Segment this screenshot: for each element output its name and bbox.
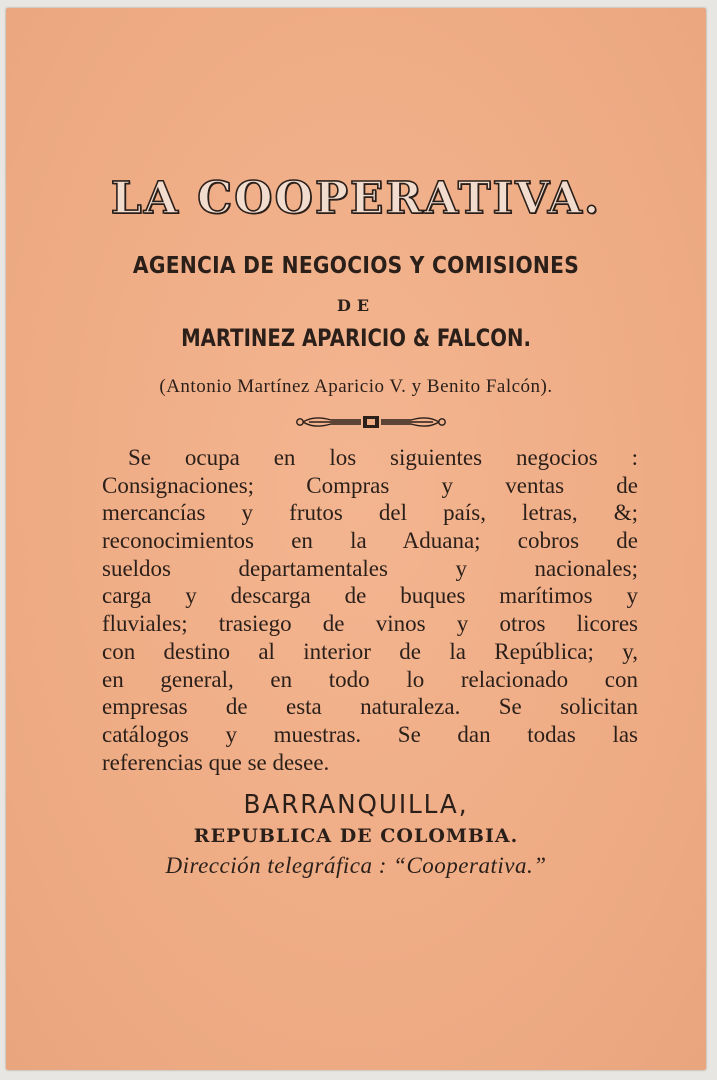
paragraph-line: referencias que se desee. — [102, 749, 330, 775]
paragraph-line: Se ocupa en los siguientes negocios : — [128, 445, 638, 470]
paragraph-line: empresas de esta naturaleza. Se solicitan — [102, 694, 638, 720]
card-title: LA COOPERATIVA. — [110, 173, 602, 224]
services-paragraph — [102, 444, 638, 776]
paragraph-line: fluviales; trasiego de vinos y otros licores — [102, 611, 638, 637]
city-name: BARRANQUILLA, — [243, 790, 469, 820]
partners-names: (Antonio Martínez Aparicio V. y Benito Falcón). — [159, 376, 553, 397]
de-connector: DE — [336, 296, 376, 315]
agency-subtitle: AGENCIA DE NEGOCIOS Y COMISIONES — [132, 253, 580, 279]
paragraph-line: catálogos y muestras. Se dan todas las — [102, 721, 638, 747]
paragraph-line: sueldos departamentales y nacionales; — [102, 555, 638, 581]
paragraph-line: mercancías y frutos del país, letras, &; — [102, 500, 638, 526]
country-name: REPUBLICA DE COLOMBIA. — [193, 825, 519, 847]
firm-name: MARTINEZ APARICIO & FALCON. — [181, 324, 531, 352]
paragraph-line: reconocimientos en la Aduana; cobros de — [102, 528, 638, 554]
business-card — [6, 8, 706, 1070]
paragraph-line: con destino al interior de la República; y, — [102, 638, 638, 664]
paragraph-line: carga y descarga de buques marítimos y — [102, 583, 638, 609]
scroll-ornament-icon — [291, 411, 451, 433]
paragraph-line: en general, en todo lo relacionado con — [102, 666, 638, 692]
paragraph-line: Consignaciones; Compras y ventas de — [102, 472, 638, 498]
telegraph-address: Dirección telegráfica : “Cooperativa.” — [165, 853, 547, 878]
